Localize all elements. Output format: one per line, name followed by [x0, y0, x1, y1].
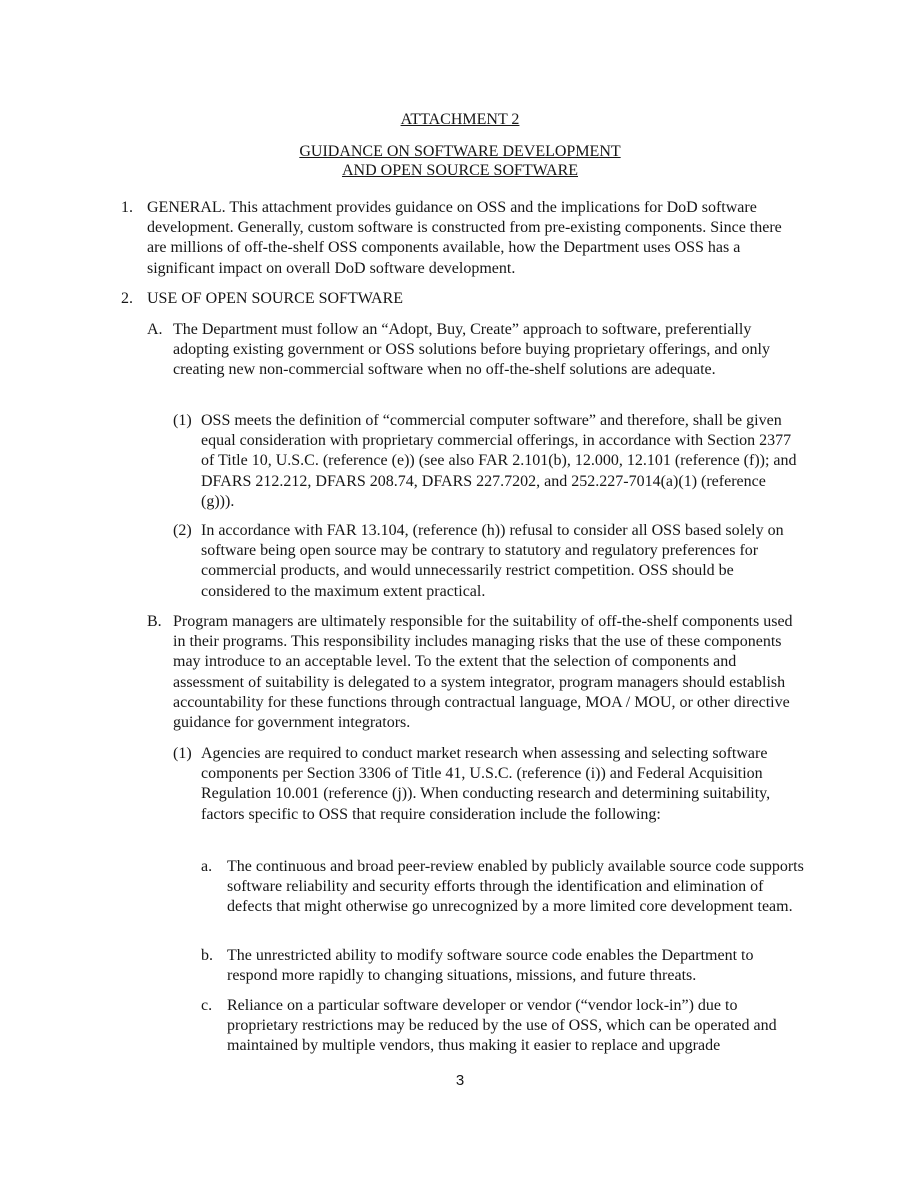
section-2a1-paragraph: OSS meets the definition of “commercial computer software” and therefore, shall be given equal consideration with proprietary commercial offerings, in accordance with Section 2377 of Title 10, U.S.C. (reference (e)) (see also FAR 2.101(b), 12.000, 12.101 (reference (f)); and DFARS 212.212, DFARS 208.74, DFARS 227.7202, and 252.227-7014(a)(1) (reference (g))).: [201, 412, 797, 510]
page-number: 3: [455, 1072, 465, 1089]
item-c-marker: c.: [201, 997, 213, 1014]
section-2a2-marker: (2): [173, 522, 192, 539]
section-1-marker: 1.: [121, 199, 133, 216]
item-c-paragraph: Reliance on a particular software developer or vendor (“vendor lock-in”) due to proprietary restrictions may be reduced by the use of OSS, which can be operated and maintained by multiple vendors, thus making it easier to replace and upgrade: [227, 997, 777, 1055]
item-a-marker: a.: [201, 858, 213, 875]
section-2a-paragraph: The Department must follow an “Adopt, Buy, Create” approach to software, preferentially adopting existing government or OSS solutions before buying proprietary offerings, and only creating new non-commercial software when no off-the-shelf solutions are adequate.: [173, 321, 770, 379]
section-2b1-paragraph: Agencies are required to conduct market research when assessing and selecting software components per Section 3306 of Title 41, U.S.C. (reference (i)) and Federal Acquisition Regulation 10.001 (reference (j)). When conducting research and determining suitability, factors specific to OSS that require consideration include the following:: [201, 745, 771, 823]
section-1-general: GENERAL. This attachment provides guidance on OSS and the implications for DoD software development. Generally, custom software is constructed from pre-existing components. Since there are millions of off-the-shelf OSS components available, how the Department uses OSS has a significant impact on overall DoD software development.: [147, 199, 782, 277]
section-2a-marker: A.: [147, 321, 163, 338]
section-2b1-marker: (1): [173, 745, 192, 762]
item-b-marker: b.: [201, 947, 213, 964]
section-2a1-marker: (1): [173, 412, 192, 429]
section-2-heading: USE OF OPEN SOURCE SOFTWARE: [147, 290, 404, 307]
item-b-paragraph: The unrestricted ability to modify software source code enables the Department to respond more rapidly to changing situations, missions, and future threats.: [227, 947, 754, 985]
title-line-1: GUIDANCE ON SOFTWARE DEVELOPMENT: [299, 143, 621, 160]
title-line-2: AND OPEN SOURCE SOFTWARE: [341, 162, 579, 179]
section-2b-paragraph: Program managers are ultimately responsible for the suitability of off-the-shelf components used in their programs. This responsibility includes managing risks that the use of these components may introduce to an acceptable level. To the extent that the selection of components and assessment of suitability is delegated to a system integrator, program managers should establish accountability for these functions through contractual language, MOA / MOU, or other directive guidance for government integrators.: [173, 613, 793, 732]
section-2-marker: 2.: [121, 290, 133, 307]
attachment-heading: ATTACHMENT 2: [400, 111, 520, 128]
item-a-paragraph: The continuous and broad peer-review enabled by publicly available source code supports software reliability and security efforts through the identification and elimination of defects that might otherwise go unrecognized by a more limited core development team.: [227, 858, 804, 916]
section-2b-marker: B.: [147, 613, 162, 630]
section-2a2-paragraph: In accordance with FAR 13.104, (reference (h)) refusal to consider all OSS based solely on software being open source may be contrary to statutory and regulatory preferences for commercial products, and would unnecessarily restrict competition. OSS should be considered to the maximum extent practical.: [201, 522, 784, 600]
